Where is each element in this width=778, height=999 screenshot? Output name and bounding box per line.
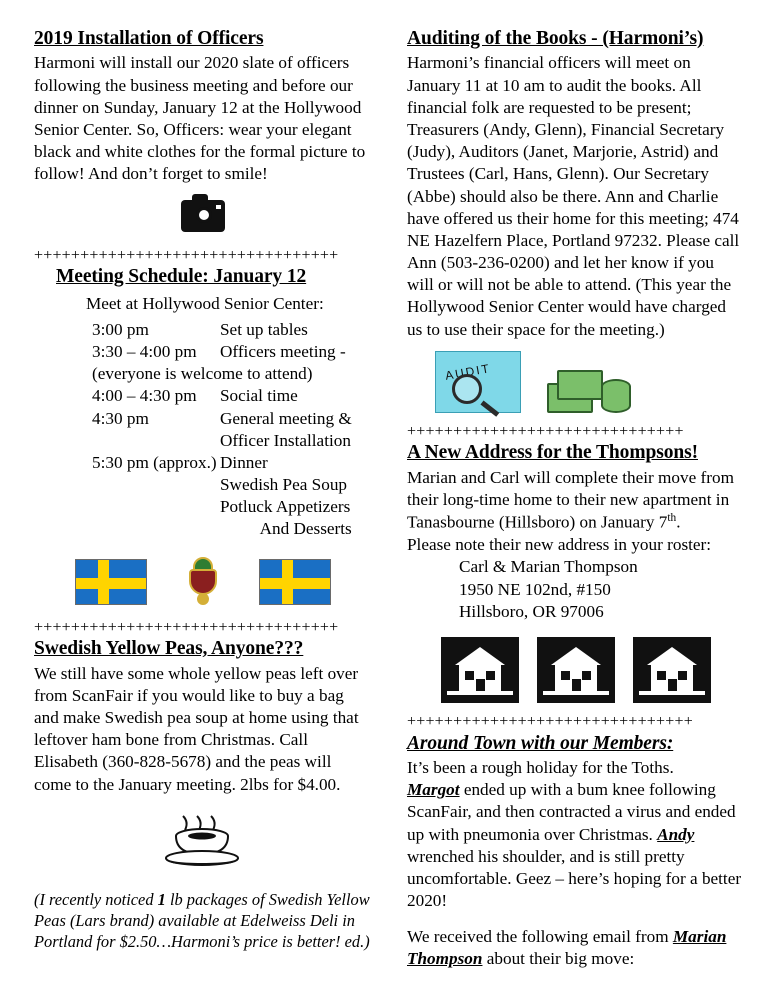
yellow-peas-heading: Swedish Yellow Peas, Anyone???	[34, 638, 304, 660]
audit-heading: Auditing of the Books - (Harmoni’s)	[407, 28, 704, 49]
address-ordinal-suffix: th	[667, 512, 677, 525]
house-icon	[633, 637, 711, 703]
member-name-margot: Margot	[407, 780, 460, 800]
editor-note-part2: lb packages of Swedish Yellow Peas (Lars brand) available at Edelweiss Deli in Portland for $2.50…Harmoni’s price is better! ed.)	[34, 889, 370, 952]
camera-icon-wrap	[34, 200, 371, 237]
editor-note-part1: (I recently noticed	[34, 889, 158, 909]
around-town-heading: Around Town with our Members:	[407, 732, 674, 754]
schedule-time	[92, 518, 220, 540]
editor-note	[34, 889, 371, 953]
table-row	[92, 518, 352, 540]
schedule-desc: General meeting &	[220, 408, 352, 428]
around-town-line1: It’s been a rough holiday for the Toths.	[407, 757, 674, 777]
installation-body: Harmoni will install our 2020 slate of officers following the business meeting and before our dinner on Sunday, January 12 at the Hollywood Senior Center. So, Officers: wear your elegant black and white clothes for the formal picture to follow! And don’t forget to smile!	[34, 53, 366, 184]
swedish-flag-icon	[259, 559, 331, 605]
schedule-desc: Set up tables	[220, 319, 308, 339]
divider-plus-1: +++++++++++++++++++++++++++++++++	[34, 246, 339, 264]
crest-bottom	[197, 593, 209, 605]
swedish-flag-icon	[75, 559, 147, 605]
divider-plus-3: ++++++++++++++++++++++++++++++	[407, 422, 684, 440]
table-row	[92, 474, 352, 496]
table-row	[92, 363, 352, 385]
schedule-time	[92, 496, 220, 518]
table-row	[92, 341, 352, 363]
house-glyph	[635, 639, 709, 701]
schedule-desc: Officers meeting -	[220, 341, 346, 361]
address-block	[459, 556, 744, 623]
flag-cross-horizontal	[260, 578, 330, 589]
audit-badge-text: AUDIT	[444, 360, 492, 383]
meeting-location-line: Meet at Hollywood Senior Center:	[86, 293, 324, 313]
around-town-body	[407, 757, 744, 912]
roster-line: Please note their new address in your roster:	[407, 535, 712, 555]
table-row	[92, 452, 352, 474]
schedule-time: 5:30 pm (approx.)	[92, 452, 217, 472]
table-row	[92, 319, 352, 341]
audit-magnifier-icon	[435, 351, 521, 413]
schedule-time	[92, 430, 220, 452]
two-column-layout	[34, 28, 744, 971]
flags-row	[34, 557, 371, 607]
address-body-part2: .	[676, 512, 681, 532]
table-row	[92, 408, 352, 430]
divider-plus-2: +++++++++++++++++++++++++++++++++	[34, 618, 339, 636]
editor-note-bold: 1	[157, 889, 166, 909]
money-stack-icon	[547, 353, 633, 413]
table-row	[92, 385, 352, 407]
around-town-text2: wrenched his shoulder, and is still pretty uncomfortable. Geez – here’s hoping for a better 2020!	[407, 846, 742, 911]
soup-bowl-icon	[155, 812, 251, 868]
table-row	[92, 496, 352, 518]
schedule-desc: Social time	[220, 386, 298, 406]
schedule-note: (everyone is welcome to attend)	[92, 364, 313, 384]
camera-flash	[216, 205, 221, 209]
meeting-schedule-heading: Meeting Schedule: January 12	[56, 266, 307, 288]
schedule-desc: Potluck Appetizers	[220, 497, 351, 517]
lodge-crest-icon	[183, 557, 223, 607]
around-town-text1: ended up with a bum knee following ScanFair, and then contracted a virus and ended up with pneumonia over Christmas.	[407, 780, 736, 844]
house-glyph	[443, 639, 517, 701]
schedule-time: 3:00 pm	[92, 319, 149, 339]
audit-icons-row	[435, 351, 744, 413]
schedule-time: 4:30 pm	[92, 408, 149, 428]
schedule-desc: Dinner	[220, 452, 268, 472]
installation-heading: 2019 Installation of Officers	[34, 28, 264, 49]
schedule-time	[92, 474, 220, 496]
house-icon	[441, 637, 519, 703]
left-column	[34, 28, 371, 969]
closing-member-name: Marian Thompson	[407, 927, 727, 969]
address-line-3: Hillsboro, OR 97006	[459, 601, 604, 621]
member-name-andy: Andy	[657, 824, 695, 844]
house-glyph	[539, 639, 613, 701]
address-line-2: 1950 NE 102nd, #150	[459, 579, 611, 599]
spacer	[407, 912, 744, 926]
right-column	[407, 28, 744, 971]
closing-pre: We received the following email from	[407, 927, 673, 947]
magnifier-handle	[480, 400, 499, 416]
schedule-desc: Officer Installation	[220, 430, 351, 450]
houses-icon-row	[407, 637, 744, 703]
audit-body: Harmoni’s financial officers will meet on January 11 at 10 am to audit the books. All financial folk are requested to be present; Treasurers (Andy, Glenn), Financial Secretary (Judy), Auditors (Janet, Marjorie, Astrid) and Trustees (Carl, Hans, Glenn). Our Secretary (Abbe) should also be there. Ann and Charlie have offered us their home for this meeting; 474 NE Hazelfern Place, Portland 97232. Please call Ann (503-236-0200) and let her know if you will or will not be able to attend. (This year the Hollywood Senior Center would have charged us to use their space for the meeting.)	[407, 53, 740, 339]
table-row	[92, 430, 352, 452]
schedule-time: 3:30 – 4:00 pm	[92, 341, 197, 361]
meeting-schedule-table	[92, 319, 352, 541]
house-icon	[537, 637, 615, 703]
schedule-time: 4:00 – 4:30 pm	[92, 386, 197, 406]
new-address-body	[407, 467, 744, 534]
address-body-part1: Marian and Carl will complete their move from their long-time home to their new apartment in Tanasbourne (Hillsboro) on January 7	[407, 467, 734, 532]
schedule-desc: Swedish Pea Soup	[220, 475, 348, 495]
soup-bowl-icon-wrap	[34, 812, 371, 873]
camera-icon	[181, 200, 225, 232]
schedule-desc: And Desserts	[259, 519, 352, 539]
new-address-heading: A New Address for the Thompsons!	[407, 442, 698, 464]
money-coin	[601, 379, 631, 413]
magnifier-glass	[452, 374, 482, 404]
closing-paragraph	[407, 926, 744, 970]
money-stack-top	[557, 370, 603, 400]
address-line-1: Carl & Marian Thompson	[459, 557, 638, 577]
divider-plus-4: +++++++++++++++++++++++++++++++	[407, 712, 693, 730]
yellow-peas-body: We still have some whole yellow peas left over from ScanFair if you would like to buy a bag and make Swedish pea soup at home using that leftover ham bone from Christmas. Call Elisabeth (360-828-5678) and the peas will come to the January meeting. 2lbs for $4.00.	[34, 663, 359, 794]
flag-cross-horizontal	[76, 578, 146, 589]
closing-post: about their big move:	[482, 949, 635, 969]
crest-shield	[189, 569, 217, 595]
camera-lens	[196, 207, 212, 223]
